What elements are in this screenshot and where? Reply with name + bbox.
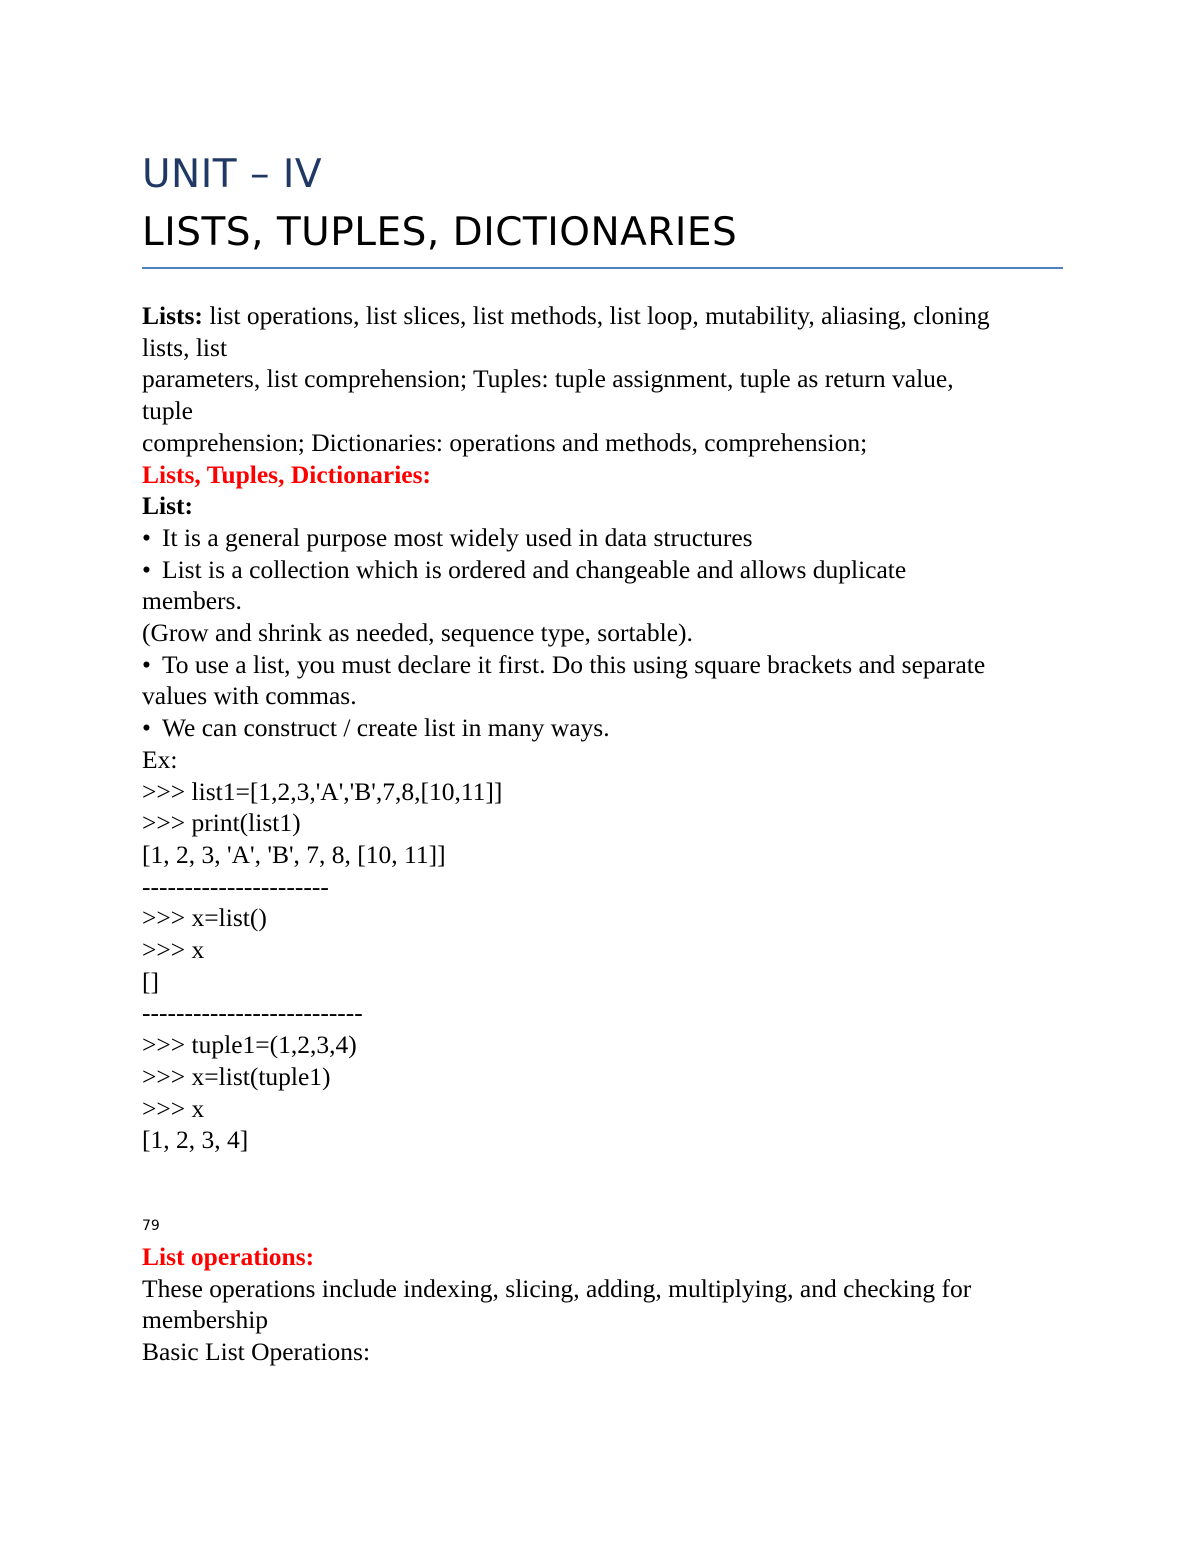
list-operations-section: [142, 1241, 1064, 1368]
bullet-icon: •: [142, 522, 151, 552]
operations-text-3: Basic List Operations:: [142, 1337, 371, 1367]
code-line: >>> x: [142, 935, 205, 965]
code-line: >>> print(list1): [142, 808, 301, 838]
header: [142, 146, 1064, 262]
operations-text-2: membership: [142, 1305, 269, 1335]
separator-line: ----------------------: [142, 871, 329, 901]
unit-title: UNIT – IV: [142, 152, 323, 197]
bullet-icon: •: [142, 713, 151, 743]
bullet-text-3: To use a list, you must declare it first. Do this using square brackets and separate: [162, 649, 986, 679]
bullet-item-2: [142, 554, 1064, 586]
syllabus-line-5: comprehension; Dictionaries: operations and methods, comprehension;: [142, 427, 868, 457]
syllabus-label: Lists:: [142, 301, 203, 330]
code-line: >>> x: [142, 1093, 205, 1123]
code-line: >>> list1=[1,2,3,'A','B',7,8,[10,11]]: [142, 776, 503, 806]
bullet-item-2-continued: members.: [142, 586, 242, 616]
list-heading: List:: [142, 491, 193, 521]
code-line: >>> x=list(): [142, 903, 267, 933]
section-heading: Lists, Tuples, Dictionaries:: [142, 459, 432, 489]
bullet-text-2: List is a collection which is ordered and changeable and allows duplicate: [162, 554, 907, 584]
code-output: []: [142, 966, 159, 996]
bullet-item-2-note: (Grow and shrink as needed, sequence type, sortable).: [142, 618, 693, 648]
bullet-icon: •: [142, 554, 151, 584]
syllabus-line-2: lists, list: [142, 332, 228, 362]
page-number: 79: [142, 1218, 160, 1234]
bullet-item-3-continued: values with commas.: [142, 681, 357, 711]
header-divider: [142, 267, 1063, 269]
unit-subtitle: LISTS, TUPLES, DICTIONARIES: [142, 210, 738, 255]
example-label: Ex:: [142, 744, 178, 774]
code-output: [1, 2, 3, 4]: [142, 1125, 249, 1155]
code-line: >>> x=list(tuple1): [142, 1061, 331, 1091]
bullet-icon: •: [142, 649, 151, 679]
bullet-text-4: We can construct / create list in many ways.: [162, 713, 610, 743]
bullet-item-4: [142, 712, 1064, 744]
syllabus-line-3: parameters, list comprehension; Tuples: tuple assignment, tuple as return value,: [142, 364, 954, 394]
code-output: [1, 2, 3, 'A', 'B', 7, 8, [10, 11]]: [142, 839, 446, 869]
syllabus-line-4: tuple: [142, 396, 193, 426]
code-line: >>> tuple1=(1,2,3,4): [142, 1030, 357, 1060]
bullet-item-3: [142, 649, 1064, 681]
syllabus-line-1: [142, 300, 1064, 332]
operations-heading: List operations:: [142, 1242, 315, 1271]
bullet-item-1: [142, 522, 1064, 554]
separator-line: --------------------------: [142, 998, 363, 1028]
operations-text-1: These operations include indexing, slicing, adding, multiplying, and checking for: [142, 1273, 972, 1303]
bullet-text-1: It is a general purpose most widely used in data structures: [162, 522, 753, 552]
body-text: [142, 300, 1064, 1156]
syllabus-text-1: list operations, list slices, list methods, list loop, mutability, aliasing, cloning: [202, 301, 990, 330]
